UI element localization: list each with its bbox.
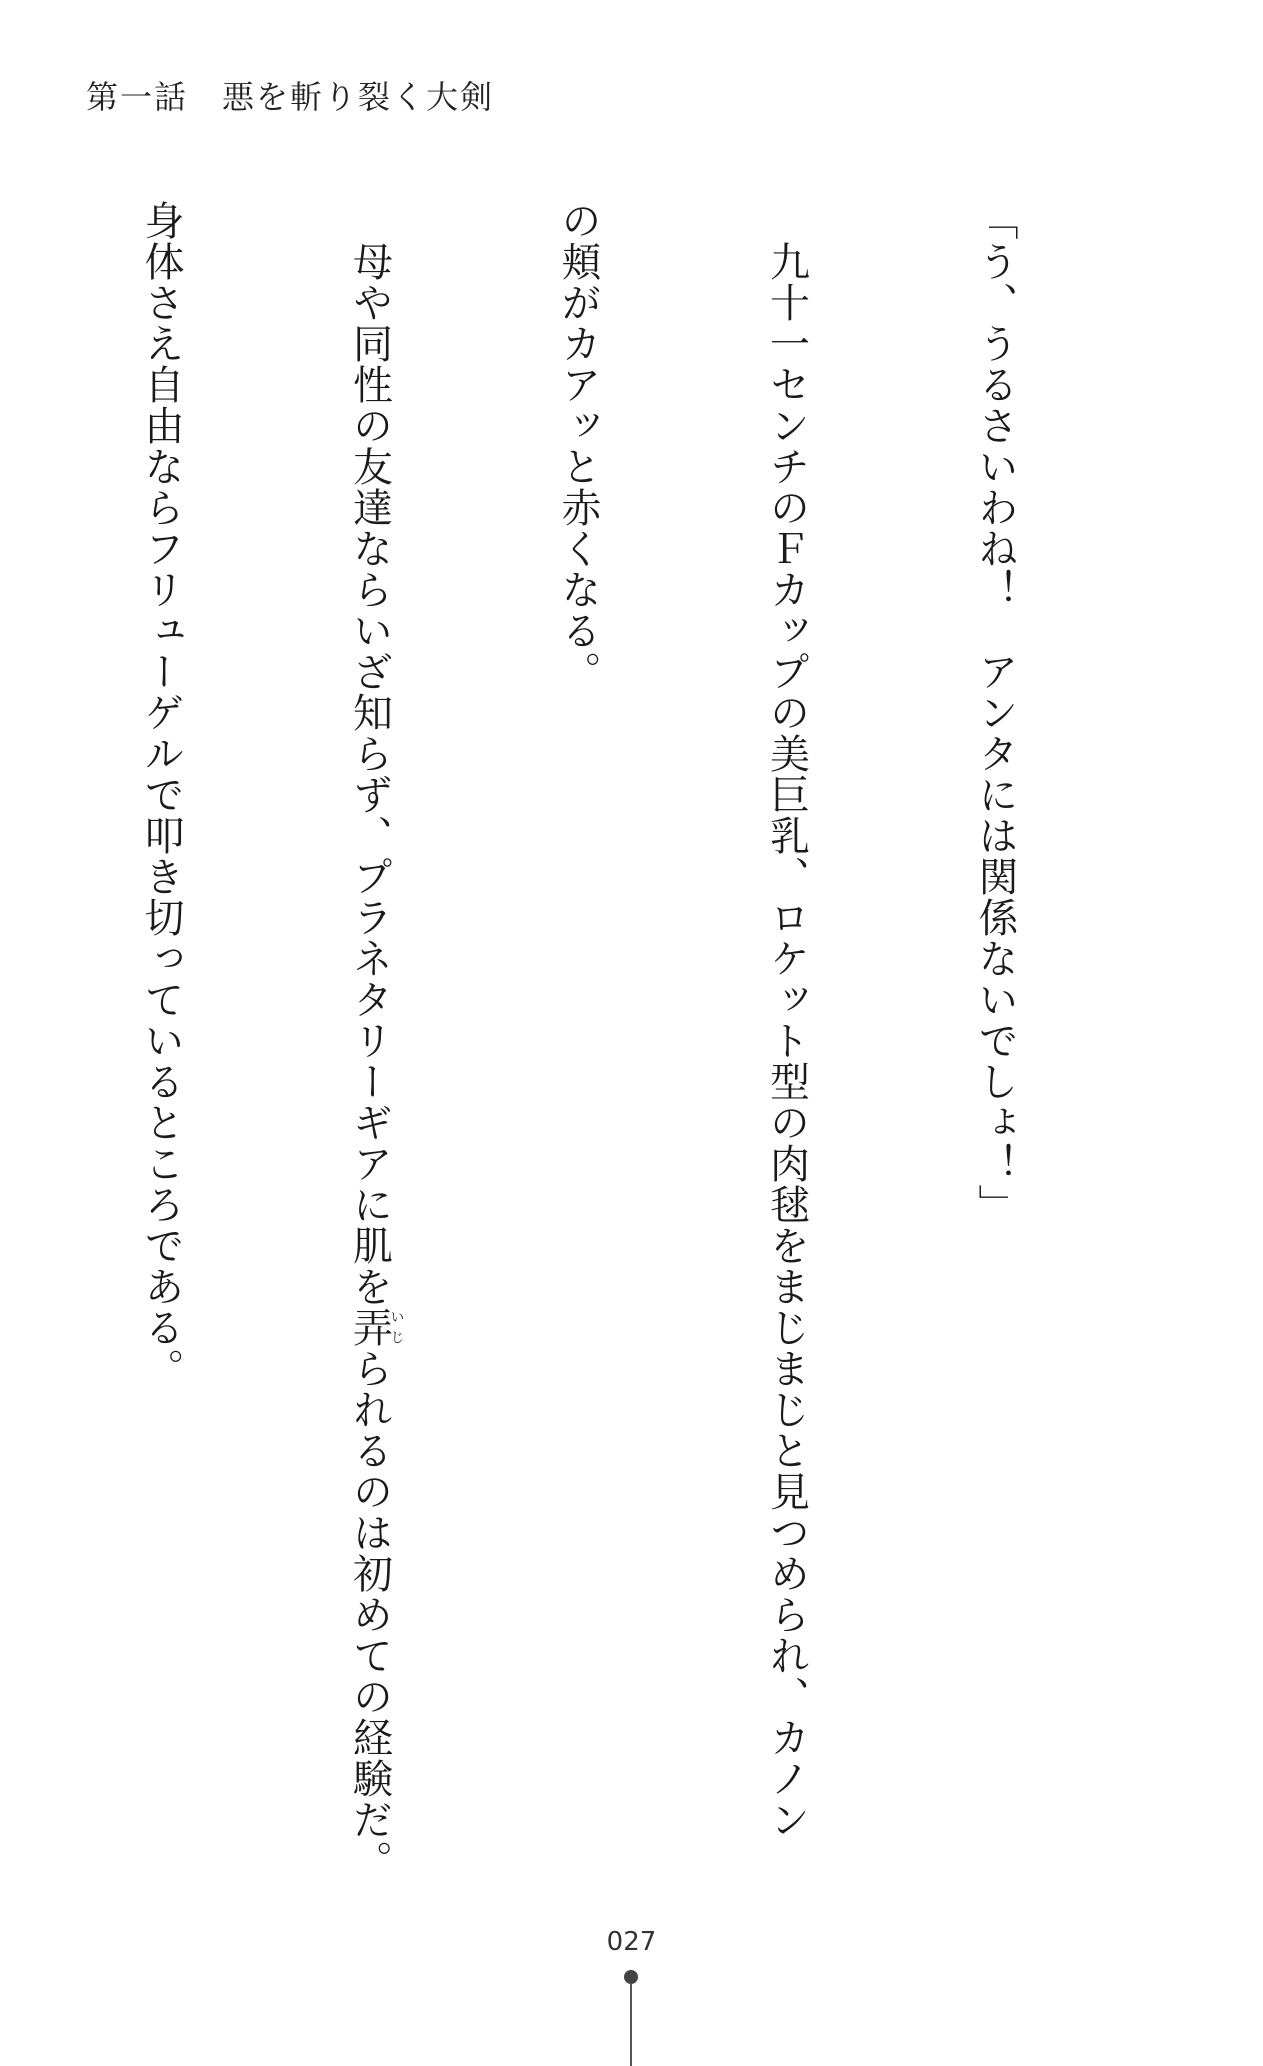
ruby-base: 弄 (346, 1307, 393, 1348)
body-text (0, 200, 1168, 1900)
text-line-with-ruby (334, 200, 404, 1900)
text-line: の頬がカアッと赤くなる。 (555, 200, 601, 692)
ruby-annotation (346, 1307, 405, 1348)
text-line: 九十一センチのＦカップの美巨乳、ロケット型の肉毬をまじまじと見つめられ、カノン (763, 200, 810, 1840)
text-line: 身体さえ自由ならフリューゲルで叩き切っているところである。 (138, 200, 184, 1389)
ruby-reading: いじ (388, 1307, 405, 1348)
text-segment: 母や同性の友達ならいざ知らず、プラネタリーギアに肌を弄いじられるのは初めての経験だ。 (346, 200, 405, 1881)
page-marker-dot (624, 1970, 638, 1984)
page-number: 027 (606, 1927, 657, 1957)
text-line: 「う、うるさいわね！ アンタには関係ないでしょ！」 (972, 200, 1018, 1225)
chapter-title: 第一話 悪を斬り裂く大剣 (86, 78, 495, 116)
page-marker-line (630, 1984, 632, 2066)
